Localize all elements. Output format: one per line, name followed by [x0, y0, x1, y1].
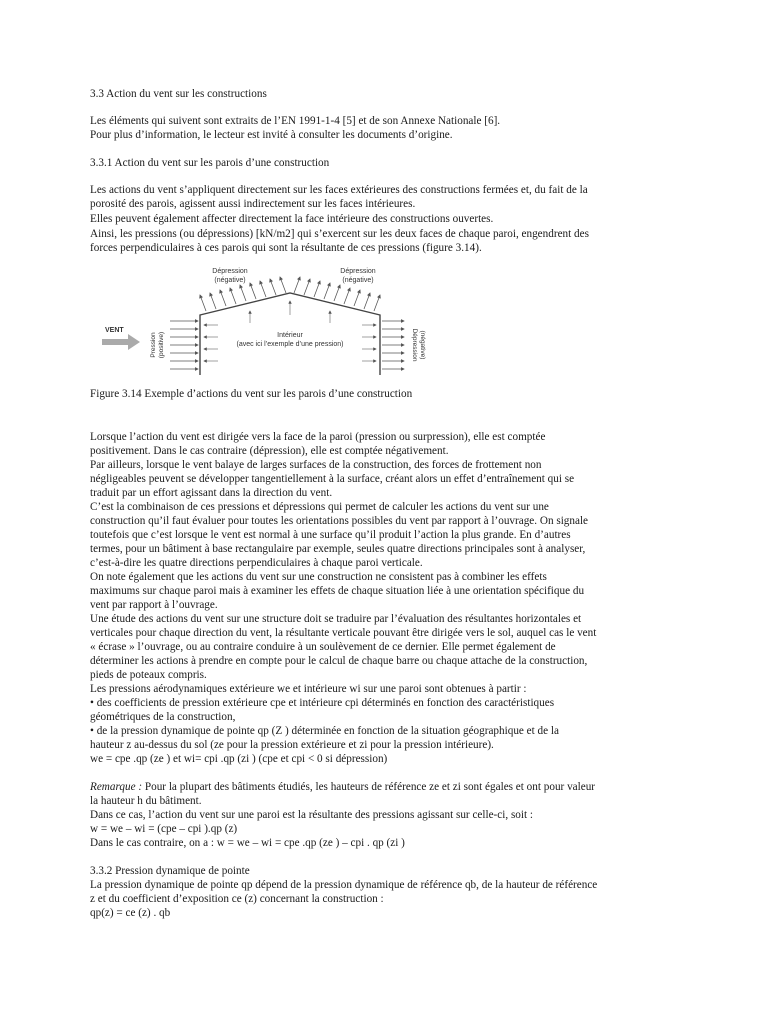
text-line — [90, 710, 235, 724]
line-text: Lorsque l’action du vent est dirigée vers la face de la paroi (pression ou surpression), elle est comptée — [90, 431, 546, 443]
interieur-sub: (avec ici l’exemple d’une pression) — [236, 341, 344, 348]
vent-label: VENT — [105, 327, 124, 334]
line-text: « écrase » l’ouvrage, ou au contraire conduire à un soulèvement de ce dernier. Elle permet également de — [90, 641, 556, 653]
line-text: c’est-à-dire les quatre directions perpendiculaires à chaque paroi verticale. — [90, 557, 423, 569]
text-line — [90, 241, 482, 255]
line-text: géométriques de la construction, — [90, 711, 236, 723]
line-text: Dans ce cas, l’action du vent sur une paroi est la résultante des pressions agissant sur celle-ci, soit : — [90, 809, 534, 821]
interieur-label: Intérieur — [277, 332, 303, 339]
line-text: toutefois que c’est lorsque le vent est normal à une surface qu’il produit l’action la plus grande. En d’autres — [90, 529, 571, 541]
text-line — [90, 556, 423, 570]
text-line — [90, 724, 559, 738]
pression-label: Pression — [150, 332, 157, 358]
line-text: déterminer les actions à prendre en compte pour le calcul de chaque barre ou chaque attache de la construction, — [90, 655, 588, 667]
line-text: Les actions du vent s’appliquent directement sur les faces extérieures des constructions fermées et, du fait de la — [90, 184, 588, 196]
text-line — [90, 444, 449, 458]
text-line — [90, 696, 554, 710]
line-text: Figure 3.14 Exemple d’actions du vent sur les parois d’une construction — [90, 388, 413, 400]
line-text: 3.3 Action du vent sur les constructions — [90, 88, 267, 100]
text-line — [90, 183, 588, 197]
leeward-arrows — [382, 321, 404, 369]
line-text: pieds de poteaux compris. — [90, 669, 207, 681]
text-line — [90, 752, 387, 766]
line-text: Une étude des actions du vent sur une structure doit se traduire par l’évaluation des résultantes horizontales et — [90, 613, 582, 625]
line-text: construction qu’il faut évaluer pour toutes les orientations possibles du vent par rapport à l’ouvrage. On signale — [90, 515, 589, 527]
line-text: hauteur z au-dessus du sol (ze pour la pression extérieure et zi pour la pression intérieure). — [90, 739, 494, 751]
line-text: positivement. Dans le cas contraire (dépression), elle est comptée négativement. — [90, 445, 449, 457]
text-line — [90, 197, 415, 211]
depression-left-sub: (négative) — [214, 277, 246, 284]
text-line — [90, 682, 526, 696]
text-line — [90, 794, 202, 808]
line-text: la hauteur h du bâtiment. — [90, 795, 202, 807]
line-text: qp(z) = ce (z) . qb — [90, 907, 171, 919]
text-line — [90, 668, 207, 682]
line-text: termes, pour un bâtiment à base rectangulaire par exemple, seules quatre directions principales sont à analyser, — [90, 543, 586, 555]
text-line — [90, 542, 585, 556]
line-text: • des coefficients de pression extérieure cpe et intérieure cpi déterminés en fonction des caractéristiques — [90, 697, 555, 709]
depression-wall-sub: (négative) — [419, 330, 426, 360]
vent-arrow-icon — [102, 334, 140, 350]
depression-left-label: Dépression — [212, 268, 248, 275]
line-text: Les éléments qui suivent sont extraits de l’EN 1991-1-4 [5] et de son Annexe Nationale [6]. — [90, 115, 501, 127]
line-text: Les pressions aérodynamiques extérieure we et intérieure wi sur une paroi sont obtenues à partir : — [90, 683, 527, 695]
text-line — [90, 598, 218, 612]
line-text: vent par rapport à l’ouvrage. — [90, 599, 218, 611]
text-line — [90, 514, 588, 528]
line-text: 3.3.1 Action du vent sur les parois d’une construction — [90, 157, 330, 169]
wind-diagram — [100, 265, 430, 377]
text-line — [90, 472, 574, 486]
text-line — [90, 640, 556, 654]
text-line — [90, 808, 533, 822]
line-text: maximums sur chaque paroi mais à examiner les effets de chaque situation liée à une orientation spécifique du — [90, 585, 585, 597]
line-text: C’est la combinaison de ces pressions et dépressions qui permet de calculer les actions du vent sur une — [90, 501, 549, 513]
line-text: • de la pression dynamique de pointe qp (Z ) déterminée en fonction de la situation géographique et de la — [90, 725, 559, 737]
text-line — [90, 878, 597, 892]
line-text: z et du coefficient d’exposition ce (z) concernant la construction : — [90, 893, 384, 905]
line-text: Par ailleurs, lorsque le vent balaye de larges surfaces de la construction, des forces de frottement non — [90, 459, 542, 471]
text-line — [90, 864, 250, 878]
text-line — [90, 584, 584, 598]
text-line — [90, 114, 500, 128]
text-line — [90, 128, 453, 142]
text-line — [90, 528, 571, 542]
text-line — [90, 892, 384, 906]
text-line — [90, 654, 587, 668]
text-line — [90, 227, 589, 241]
line-text: Pour la plupart des bâtiments étudiés, les hauteurs de référence ze et zi sont égales et ont pour valeur — [142, 781, 596, 793]
line-text: porosité des parois, agissent aussi indirectement sur les faces intérieures. — [90, 198, 416, 210]
depression-right-sub: (négative) — [342, 277, 374, 284]
text-line — [90, 612, 581, 626]
text-line — [90, 486, 332, 500]
text-line — [90, 212, 493, 226]
line-text: forces perpendiculaires à ces parois qui sont la résultante de ces pressions (figure 3.14). — [90, 242, 482, 254]
line-text: traduit par un effort agissant dans la direction du vent. — [90, 487, 333, 499]
text-line — [90, 156, 329, 170]
line-text: w = we – wi = (cpe – cpi ).qp (z) — [90, 823, 238, 835]
line-text: La pression dynamique de pointe qp dépend de la pression dynamique de référence qb, de la hauteur de référence — [90, 879, 598, 891]
windward-arrows — [170, 321, 198, 369]
line-text: Pour plus d’information, le lecteur est invité à consulter les documents d’origine. — [90, 129, 453, 141]
line-text: négligeables peuvent se développer tangentiellement à la surface, créant alors un effet d’entraînement qui se — [90, 473, 575, 485]
text-line — [90, 87, 267, 101]
text-line — [90, 430, 545, 444]
line-text: verticales pour chaque direction du vent, la résultante verticale pouvant être dirigée vers le sol, auquel cas le vent — [90, 627, 597, 639]
text-line — [90, 836, 405, 850]
remark-label: Remarque : — [90, 781, 143, 793]
line-text: 3.3.2 Pression dynamique de pointe — [90, 865, 250, 877]
line-text: we = cpe .qp (ze ) et wi= cpi .qp (zi ) (cpe et cpi < 0 si dépression) — [90, 753, 388, 765]
text-line — [90, 387, 412, 401]
pression-sub: (positive) — [158, 331, 165, 359]
text-line — [90, 822, 237, 836]
line-text: Dans le cas contraire, on a : w = we – wi = cpe .qp (ze ) – cpi . qp (zi ) — [90, 837, 405, 849]
depression-right-label: Dépression — [340, 268, 376, 275]
text-line — [90, 458, 541, 472]
text-line — [90, 570, 547, 584]
line-text: On note également que les actions du vent sur une construction ne consistent pas à combiner les effets — [90, 571, 547, 583]
text-line — [90, 626, 596, 640]
internal-arrows — [204, 301, 376, 361]
text-line — [90, 780, 595, 794]
depression-wall-label: Dépression — [411, 328, 418, 362]
wind-action-figure — [100, 265, 430, 377]
line-text: Ainsi, les pressions (ou dépressions) [kN/m2] qui s’exercent sur les deux faces de chaque paroi, engendrent des — [90, 228, 589, 240]
text-line — [90, 500, 549, 514]
text-line — [90, 738, 494, 752]
line-text: Elles peuvent également affecter directement la face intérieure des constructions ouvertes. — [90, 213, 494, 225]
text-line — [90, 906, 170, 920]
